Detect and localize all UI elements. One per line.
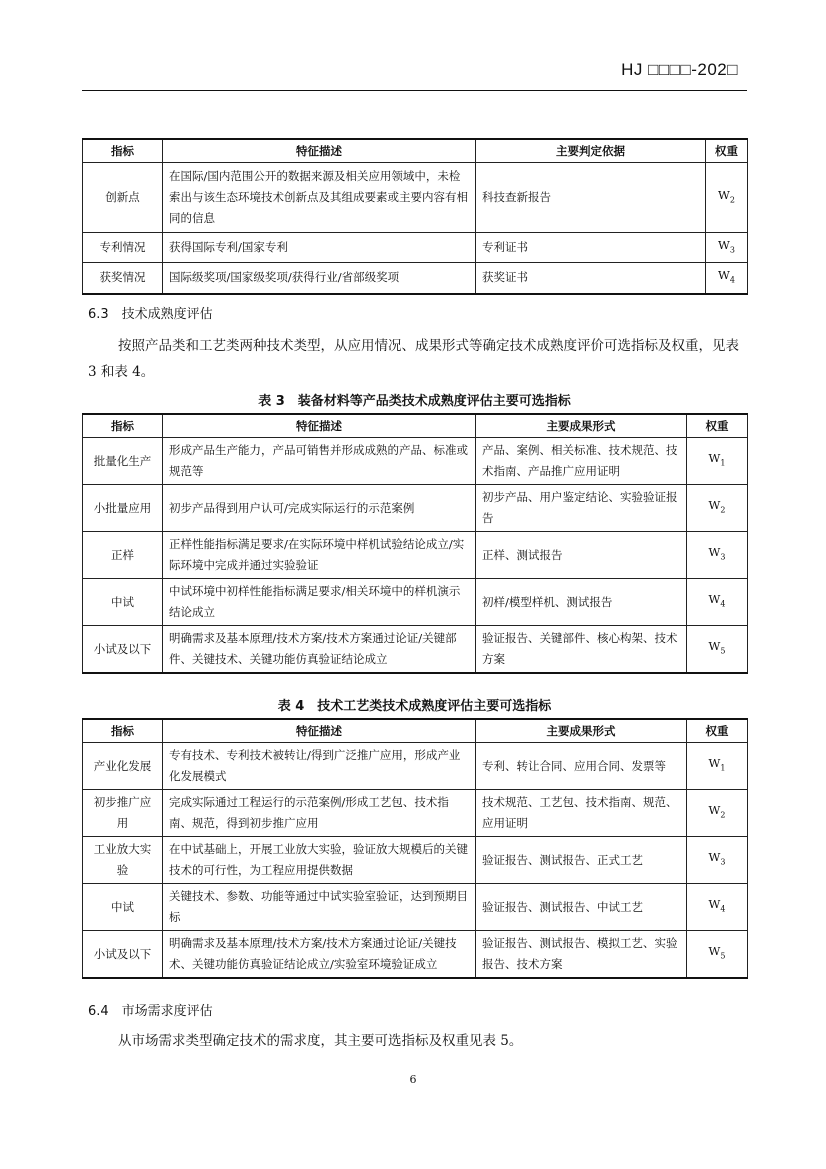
col-header: 指标: [83, 139, 163, 163]
form-cell: 产品、案例、相关标准、技术规范、技术指南、产品推广应用证明: [476, 438, 687, 485]
description-cell: 在国际/国内范围公开的数据来源及相关应用领域中，未检索出与该生态环境技术创新点及其组成要素或主要内容有相同的信息: [163, 163, 476, 233]
indicator-cell: 小试及以下: [83, 931, 163, 979]
col-header: 主要成果形式: [476, 719, 687, 743]
indicator-cell: 正样: [83, 532, 163, 579]
table-3: [82, 413, 748, 674]
paragraph-6-3: 按照产品类和工艺类两种技术类型，从应用情况、成果形式等确定技术成熟度评价可选指标及权重，见表 3 和表 4。: [88, 338, 739, 380]
description-cell: 初步产品得到用户认可/完成实际运行的示范案例: [163, 485, 476, 532]
table-row: [83, 837, 748, 884]
form-cell: 技术规范、工艺包、技术指南、规范、应用证明: [476, 790, 687, 837]
weight-cell: $W_3$: [687, 532, 748, 579]
weight-cell: $W_5$: [687, 931, 748, 979]
form-cell: 正样、测试报告: [476, 532, 687, 579]
table-row: [83, 263, 748, 294]
weight-cell: $W_2$: [706, 163, 748, 233]
section-heading-6-4: 6.4 市场需求度评估: [88, 1004, 213, 1019]
col-header: 主要成果形式: [476, 414, 687, 438]
col-header: 特征描述: [163, 414, 476, 438]
indicator-cell: 中试: [83, 884, 163, 931]
table-row: [83, 579, 748, 626]
col-header: 主要判定依据: [476, 139, 706, 163]
weight-cell: $W_3$: [687, 837, 748, 884]
col-header: 权重: [706, 139, 748, 163]
indicator-cell: 工业放大实验: [83, 837, 163, 884]
weight-cell: $W_2$: [687, 790, 748, 837]
indicator-cell: 创新点: [83, 163, 163, 233]
indicator-cell: 获奖情况: [83, 263, 163, 294]
form-cell: 专利、转让合同、应用合同、发票等: [476, 743, 687, 790]
basis-cell: 专利证书: [476, 233, 706, 263]
form-cell: 初样/模型样机、测试报告: [476, 579, 687, 626]
form-cell: 初步产品、用户鉴定结论、实验验证报告: [476, 485, 687, 532]
col-header: 指标: [83, 719, 163, 743]
description-cell: 正样性能指标满足要求/在实际环境中样机试验结论成立/实际环境中完成并通过实验验证: [163, 532, 476, 579]
indicator-cell: 产业化发展: [83, 743, 163, 790]
table4-caption: 表 4 技术工艺类技术成熟度评估主要可选指标: [277, 699, 552, 714]
standard-code: HJ □□□□-202□: [621, 60, 738, 79]
basis-cell: 科技查新报告: [476, 163, 706, 233]
table-row: [83, 532, 748, 579]
page-number: 6: [409, 1073, 417, 1086]
table-innovation: [82, 138, 748, 295]
indicator-cell: 中试: [83, 579, 163, 626]
table-row: [83, 485, 748, 532]
col-header: 权重: [687, 414, 748, 438]
description-cell: 关键技术、参数、功能等通过中试实验室验证，达到预期目标: [163, 884, 476, 931]
form-cell: 验证报告、测试报告、中试工艺: [476, 884, 687, 931]
table-row: [83, 626, 748, 674]
indicator-cell: 批量化生产: [83, 438, 163, 485]
indicator-cell: 小试及以下: [83, 626, 163, 674]
weight-cell: $W_1$: [687, 438, 748, 485]
description-cell: 在中试基础上，开展工业放大实验，验证放大规模后的关键技术的可行性，为工程应用提供数据: [163, 837, 476, 884]
description-cell: 明确需求及基本原理/技术方案/技术方案通过论证/关键技术、关键功能仿真验证结论成立/实验室环境验证成立: [163, 931, 476, 979]
section-heading-6-3: 6.3 技术成熟度评估: [88, 307, 213, 322]
description-cell: 国际级奖项/国家级奖项/获得行业/省部级奖项: [163, 263, 476, 294]
description-cell: 专有技术、专利技术被转让/得到广泛推广应用，形成产业化发展模式: [163, 743, 476, 790]
header-rule: [82, 90, 747, 91]
col-header: 特征描述: [163, 139, 476, 163]
table-row: [83, 233, 748, 263]
table-4: [82, 718, 748, 979]
table-row: [83, 931, 748, 979]
table3-caption: 表 3 装备材料等产品类技术成熟度评估主要可选指标: [258, 394, 571, 409]
description-cell: 形成产品生产能力，产品可销售并形成成熟的产品、标准或规范等: [163, 438, 476, 485]
col-header: 特征描述: [163, 719, 476, 743]
description-cell: 完成实际通过工程运行的示范案例/形成工艺包、技术指南、规范，得到初步推广应用: [163, 790, 476, 837]
form-cell: 验证报告、测试报告、正式工艺: [476, 837, 687, 884]
weight-cell: $W_3$: [706, 233, 748, 263]
table-row: [83, 790, 748, 837]
paragraph-6-4: 从市场需求类型确定技术的需求度，其主要可选指标及权重见表 5。: [118, 1033, 523, 1049]
weight-cell: $W_4$: [687, 579, 748, 626]
indicator-cell: 专利情况: [83, 233, 163, 263]
weight-cell: $W_4$: [687, 884, 748, 931]
weight-cell: $W_1$: [687, 743, 748, 790]
table-row: [83, 884, 748, 931]
description-cell: 中试环境中初样性能指标满足要求/相关环境中的样机演示结论成立: [163, 579, 476, 626]
form-cell: 验证报告、关键部件、核心构架、技术方案: [476, 626, 687, 674]
basis-cell: 获奖证书: [476, 263, 706, 294]
indicator-cell: 初步推广应用: [83, 790, 163, 837]
col-header: 指标: [83, 414, 163, 438]
col-header: 权重: [687, 719, 748, 743]
description-cell: 获得国际专利/国家专利: [163, 233, 476, 263]
table-row: [83, 163, 748, 233]
weight-cell: $W_2$: [687, 485, 748, 532]
indicator-cell: 小批量应用: [83, 485, 163, 532]
description-cell: 明确需求及基本原理/技术方案/技术方案通过论证/关键部件、关键技术、关键功能仿真验证结论成立: [163, 626, 476, 674]
table-row: [83, 743, 748, 790]
weight-cell: $W_5$: [687, 626, 748, 674]
form-cell: 验证报告、测试报告、模拟工艺、实验报告、技术方案: [476, 931, 687, 979]
weight-cell: $W_4$: [706, 263, 748, 294]
table-row: [83, 438, 748, 485]
